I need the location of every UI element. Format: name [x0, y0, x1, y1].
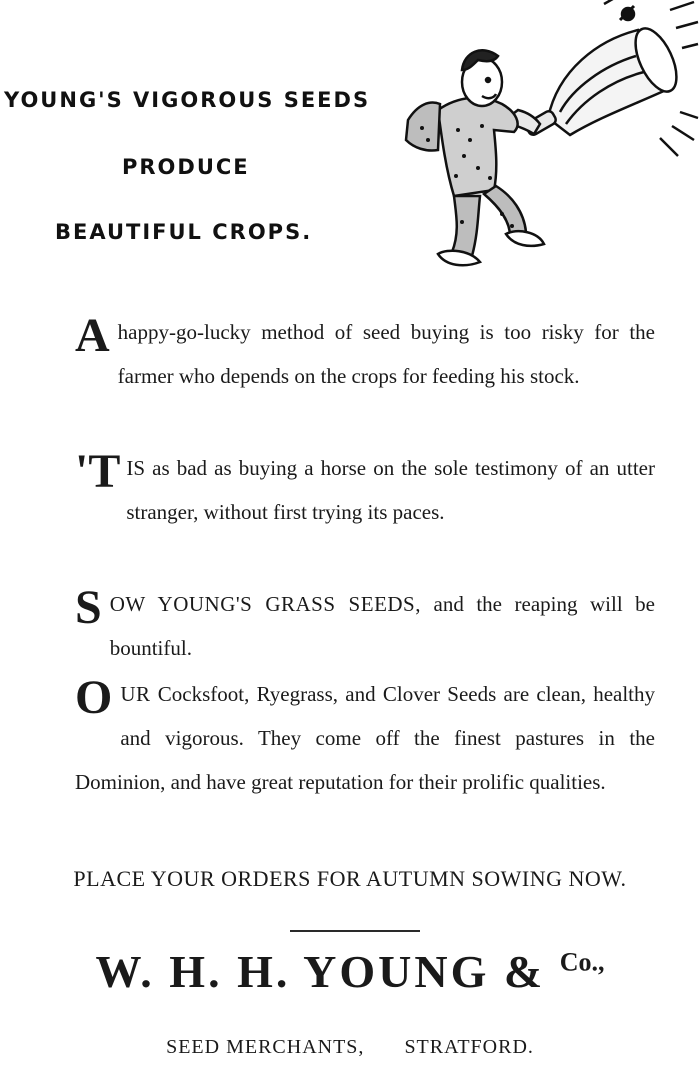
drop-cap: [75, 445, 121, 498]
headline-line-1: YOUNG'S VIGOROUS SEEDS: [4, 88, 371, 112]
divider: [290, 930, 420, 932]
drop-cap: O: [75, 671, 113, 724]
drop-cap: S: [75, 581, 102, 634]
drop-cap-letter: T: [88, 445, 121, 498]
drop-cap-apostrophe: ': [75, 445, 89, 498]
paragraph-lead: OW YOUNG'S GRASS SEEDS,: [109, 592, 421, 616]
call-to-action: PLACE YOUR ORDERS FOR AUTUMN SOWING NOW.: [73, 866, 627, 891]
company-name: [0, 945, 700, 998]
paragraph-text: happy-go-lucky method of seed buying is too risky for the farmer who depends on the crops for feeding his stock.: [117, 320, 655, 388]
man-ringing-bell-icon: [398, 0, 700, 280]
town-label: STRATFORD.: [404, 1036, 534, 1058]
paragraph-text: IS as bad as buying a horse on the sole testimony of an utter stranger, without first trying its paces.: [126, 456, 655, 524]
headline-line-3: BEAUTIFUL CROPS.: [55, 220, 313, 244]
paragraph-text: Cocksfoot, Ryegrass, and Clover Seeds are clean, healthy and vigorous. They come off the finest pastures in the Dominion, and have great reputation for their prolific qualities.: [75, 682, 656, 794]
paragraph-3: [75, 582, 655, 670]
company-suffix: Co.,: [559, 947, 605, 977]
trade-label: SEED MERCHANTS,: [166, 1036, 365, 1058]
company-name-text: W. H. H. YOUNG &: [95, 946, 546, 997]
paragraph-1: [75, 310, 655, 398]
paragraph-lead: UR: [120, 682, 151, 706]
merchant-line: [0, 1036, 700, 1059]
paragraph-4: [75, 672, 655, 804]
paragraph-2: [75, 446, 655, 534]
drop-cap: A: [75, 309, 110, 362]
headline-line-2: PRODUCE: [122, 155, 250, 179]
paragraph-text: and the reaping will be bountiful.: [109, 592, 656, 660]
